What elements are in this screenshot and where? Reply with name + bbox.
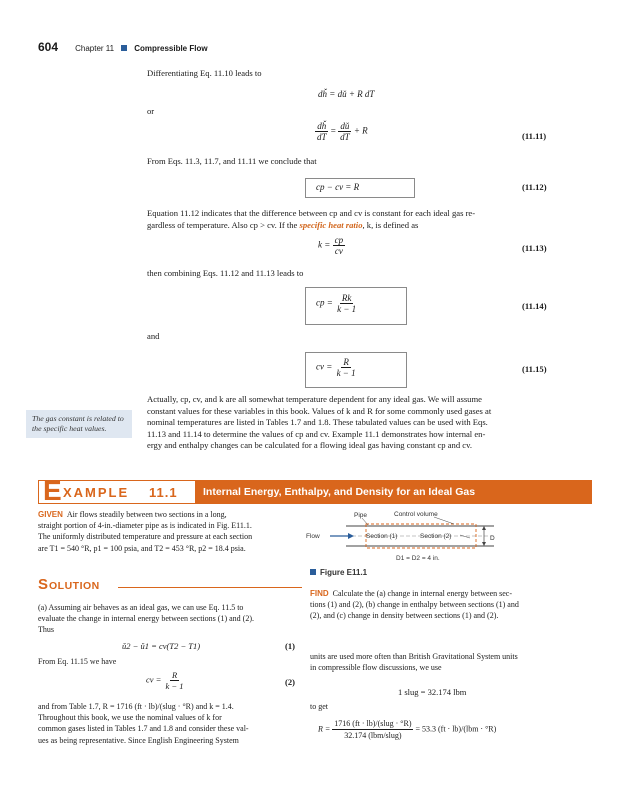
solution-from: From Eq. 11.15 we have bbox=[38, 657, 117, 666]
solution-word: OLUTION bbox=[49, 580, 100, 592]
margin-note: The gas constant is related to the specific heat values. bbox=[26, 410, 132, 438]
r-equation-rhs: = 53.3 (ft · lb)/(lbm · °R) bbox=[415, 724, 497, 734]
diameter-label: D bbox=[490, 535, 495, 542]
example-header bbox=[38, 475, 592, 506]
solution-eq-2-num: R bbox=[171, 670, 178, 680]
example-word: XAMPLE bbox=[63, 485, 130, 500]
solution-b-line: common gases listed in Tables 1.7 and 1.8 and consider these val- bbox=[38, 724, 249, 734]
eq-11-15-lhs: cv = bbox=[316, 361, 333, 372]
para-actually bbox=[147, 394, 567, 452]
eq-11-14-lhs: cp = bbox=[316, 297, 333, 308]
solution-a-line: evaluate the change in internal energy between sections (1) and (2). bbox=[38, 614, 254, 624]
diameter-arrow-top bbox=[482, 526, 486, 530]
section2-leader bbox=[460, 535, 470, 538]
example-label-bar bbox=[39, 475, 195, 506]
para-actually-line: ergy and enthalpy changes can be calculated for a flowing ideal gas having constant cp and cv. bbox=[147, 440, 473, 451]
diameter-arrow-bottom bbox=[482, 542, 486, 546]
solution-eq-1-number: (1) bbox=[285, 641, 295, 651]
find-line: Calculate the (a) change in internal energy between sec- bbox=[332, 589, 512, 598]
solution-header bbox=[38, 578, 302, 594]
eq-number-11-12: (11.12) bbox=[522, 182, 547, 192]
eq-11-11-tail: + R bbox=[353, 125, 368, 136]
or-text: or bbox=[147, 106, 155, 116]
eq-11-14-den: k − 1 bbox=[337, 304, 357, 314]
conclude-line: From Eqs. 11.3, 11.7, and 11.11 we conclude that bbox=[147, 156, 317, 166]
para-11-12-b bbox=[147, 220, 418, 232]
eq-number-11-11: (11.11) bbox=[522, 131, 547, 141]
given-label: GIVEN bbox=[38, 510, 63, 519]
pipe-label: Pipe bbox=[354, 512, 368, 519]
flow-label: Flow bbox=[306, 533, 320, 540]
to-get-text: to get bbox=[310, 702, 328, 711]
eq-diff: dȟ = dǔ + R dT bbox=[318, 89, 375, 99]
solution-a-text bbox=[38, 602, 302, 636]
units-line: in compressible flow discussions, we use bbox=[310, 663, 442, 673]
para-11-12-b-post: , k, is defined as bbox=[362, 220, 419, 230]
solution-big-letter: S bbox=[38, 576, 49, 593]
eq-11-15 bbox=[316, 357, 358, 378]
eq-number-11-15: (11.15) bbox=[522, 364, 547, 374]
diff-line: Differentiating Eq. 11.10 leads to bbox=[147, 68, 262, 78]
section2-label: Section (2) bbox=[420, 533, 452, 540]
solution-b-text bbox=[38, 701, 302, 746]
given-line: The uniformly distributed temperature and pressure at each section bbox=[38, 532, 253, 542]
specific-heat-ratio-term: specific heat ratio bbox=[299, 220, 363, 230]
combining-line: then combining Eqs. 11.12 and 11.13 leads to bbox=[147, 268, 304, 278]
para-actually-line: constant values for these variables in this book. Values of k and R for some commonly used gases at bbox=[147, 405, 492, 416]
slug-equation: 1 slug = 32.174 lbm bbox=[398, 687, 467, 697]
para-actually-line: 11.13 and 11.14 to determine the values of cp and cv. Example 11.1 demonstrates how internal en- bbox=[147, 428, 486, 439]
caption-square-icon bbox=[310, 569, 316, 575]
eq-number-11-13: (11.13) bbox=[522, 243, 547, 253]
given-block bbox=[38, 509, 302, 554]
example-number: 11.1 bbox=[149, 485, 178, 500]
para-actually-line: Actually, cp, cv, and k are all somewhat temperature dependent for any ideal gas. We will assume bbox=[147, 394, 482, 404]
chapter-title: Compressible Flow bbox=[134, 44, 208, 53]
figure-caption bbox=[310, 568, 367, 577]
and-text: and bbox=[147, 331, 160, 341]
para-11-12-a: Equation 11.12 indicates that the difference between cp and cv is constant for each ideal gas re- bbox=[147, 208, 476, 218]
example-title-bar bbox=[195, 481, 591, 503]
eq-11-11-rnum: dǔ bbox=[340, 121, 350, 131]
chapter-square-icon bbox=[121, 45, 127, 51]
find-line: tions (1) and (2), (b) change in enthalpy between sections (1) and bbox=[310, 600, 519, 610]
given-line: are T1 = 540 °R, p1 = 100 psia, and T2 = 453 °R, p2 = 18.4 psia. bbox=[38, 543, 246, 553]
r-equation-lhs: R = bbox=[318, 724, 331, 734]
r-equation-num: 1716 (ft · lb)/(slug · °R) bbox=[334, 719, 412, 728]
example-title: Internal Energy, Enthalpy, and Density for an Ideal Gas bbox=[203, 486, 476, 498]
eq-11-15-den: k − 1 bbox=[336, 368, 356, 378]
para-11-12-b-pre: gardless of temperature. Also cp > cv. If the bbox=[147, 220, 300, 230]
eq-11-13-lhs: k = bbox=[318, 239, 331, 250]
solution-a-line: (a) Assuming air behaves as an ideal gas, we can use Eq. 11.5 to bbox=[38, 603, 244, 612]
solution-rule bbox=[118, 587, 302, 588]
eq-11-11-lden: dT bbox=[317, 132, 327, 142]
control-volume-label: Control volume bbox=[394, 511, 438, 518]
page-header bbox=[38, 40, 208, 54]
eq-11-13-den: cv bbox=[334, 246, 343, 256]
eq-11-14-num: Rk bbox=[341, 293, 352, 303]
pipe-leader bbox=[362, 518, 368, 525]
units-line: units are used more often than British Gravitational System units bbox=[310, 652, 518, 661]
eq-number-11-14: (11.14) bbox=[522, 301, 547, 311]
solution-eq-1: ǔ2 − ǔ1 = cv(T2 − T1) bbox=[122, 641, 201, 651]
find-label: FIND bbox=[310, 589, 329, 598]
find-block bbox=[310, 588, 590, 622]
example-big-letter: E bbox=[43, 475, 62, 506]
eq-11-14-box bbox=[305, 287, 407, 325]
page-number: 604 bbox=[38, 40, 59, 54]
eq-11-14 bbox=[316, 293, 358, 314]
eq-11-13-num: cp bbox=[334, 235, 344, 245]
solution-eq-2-den: k − 1 bbox=[165, 681, 184, 691]
r-equation bbox=[318, 718, 496, 741]
chapter-label: Chapter 11 bbox=[75, 44, 115, 53]
solution-eq-2-lhs: cv = bbox=[146, 674, 162, 685]
flow-arrow-head bbox=[348, 533, 354, 539]
eq-11-12: cp − cv = R bbox=[316, 182, 360, 192]
eq-11-11: $\frac{dȟ}{dT}$ = $\frac{dǔ}{dT}$ + R bbox=[317, 121, 368, 142]
figure-caption-text: Figure E11.1 bbox=[320, 568, 368, 577]
solution-b-line: Throughout this book, we use the nominal values of k for bbox=[38, 713, 222, 723]
dims-label: D1 = D2 = 4 in. bbox=[396, 555, 440, 562]
solution-eq-2 bbox=[146, 670, 186, 691]
eq-11-15-num: R bbox=[343, 357, 349, 367]
solution-eq-2-number: (2) bbox=[285, 677, 295, 687]
solution-b-line: and from Table 1.7, R = 1716 (ft · lb)/(slug · °R) and k = 1.4. bbox=[38, 702, 234, 711]
eq-11-13 bbox=[318, 235, 345, 256]
cv-leader bbox=[434, 517, 454, 524]
solution-b-line: ues as being representative. Since English Engineering System bbox=[38, 735, 239, 745]
eq-11-11-rden: dT bbox=[340, 132, 350, 142]
r-equation-den: 32.174 (lbm/slug) bbox=[344, 731, 402, 740]
units-text bbox=[310, 651, 590, 673]
para-actually-line: nominal temperatures are listed in Tables 1.7 and 1.8. These tabulated values can be used with Eqs. bbox=[147, 417, 488, 428]
given-line: Air flows steadily between two sections in a long, bbox=[66, 510, 227, 519]
section1-label: Section (1) bbox=[366, 533, 398, 540]
given-line: straight portion of 4-in.-diameter pipe as is indicated in Fig. E11.1. bbox=[38, 521, 252, 531]
solution-a-line: Thus bbox=[38, 625, 54, 635]
eq-11-15-box bbox=[305, 352, 407, 388]
eq-11-11-lnum: dȟ bbox=[317, 121, 327, 131]
eq-11-12-box bbox=[305, 178, 415, 198]
find-line: (2), and (c) change in density between sections (1) and (2). bbox=[310, 611, 499, 621]
